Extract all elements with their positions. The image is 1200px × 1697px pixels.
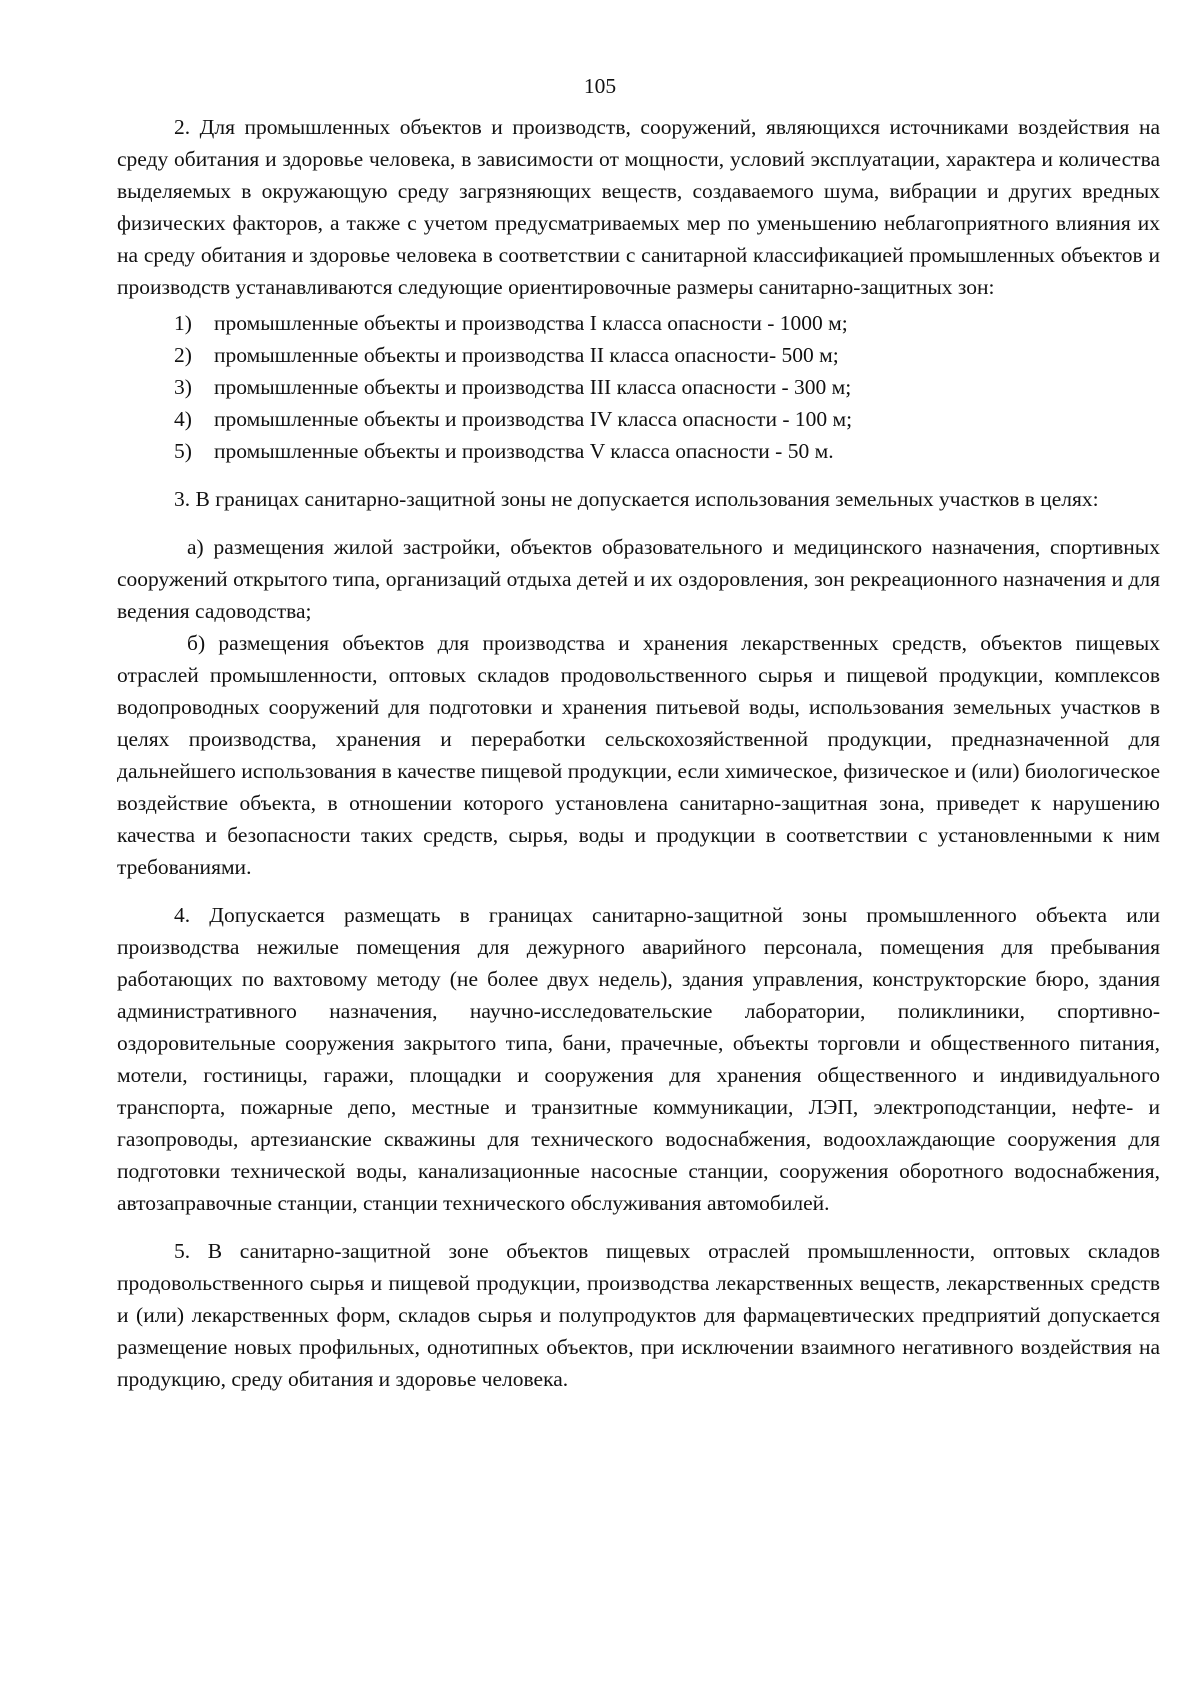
list-item: [117, 403, 1160, 435]
list-item: [117, 339, 1160, 371]
list-item-number: 4): [174, 407, 192, 431]
paragraph-3a: а) размещения жилой застройки, объектов образовательного и медицинского назначения, спортивных сооружений открытого типа, организаций отдыха детей и их оздоровления, зон рекреационного назначения и для ведения садоводства;: [117, 535, 1160, 623]
list-item-number: 1): [174, 311, 192, 335]
paragraph-4: 4. Допускается размещать в границах санитарно-защитной зоны промышленного объекта или производства нежилые помещения для дежурного аварийного персонала, помещения для пребывания работающих по вахтовому методу (не более двух недель), здания управления, конструкторские бюро, здания административного назначения, научно-исследовательские лаборатории, поликлиники, спортивно-оздоровительные сооружения закрытого типа, бани, прачечные, объекты торговли и общественного питания, мотели, гостиницы, гаражи, площадки и сооружения для хранения общественного и индивидуального транспорта, пожарные депо, местные и транзитные коммуникации, ЛЭП, электроподстанции, нефте- и газопроводы, артезианские скважины для технического водоснабжения, водоохлаждающие сооружения для подготовки технической воды, канализационные насосные станции, сооружения оборотного водоснабжения, автозаправочные станции, станции технического обслуживания автомобилей.: [117, 903, 1160, 1215]
list-item-number: 5): [174, 439, 192, 463]
list-item: [117, 435, 1160, 467]
list-item-text: промышленные объекты и производства I класса опасности - 1000 м;: [214, 311, 848, 335]
list-item: [117, 307, 1160, 339]
list-item-text: промышленные объекты и производства II класса опасности- 500 м;: [214, 343, 839, 367]
list-item-text: промышленные объекты и производства IV класса опасности - 100 м;: [214, 407, 853, 431]
paragraph-3b: б) размещения объектов для производства и хранения лекарственных средств, объектов пищевых отраслей промышленности, оптовых складов продовольственного сырья и пищевой продукции, комплексов водопроводных сооружений для подготовки и хранения питьевой воды, использования земельных участков в целях производства, хранения и переработки сельскохозяйственной продукции, предназначенной для дальнейшего использования в качестве пищевой продукции, если химическое, физическое и (или) биологическое воздействие объекта, в отношении которого установлена санитарно-защитная зона, приведет к нарушению качества и безопасности таких средств, сырья, воды и продукции в соответствии с установленными к ним требованиями.: [117, 631, 1160, 879]
list-item-number: 2): [174, 343, 192, 367]
hazard-class-list: [117, 307, 1160, 467]
paragraph-3: 3. В границах санитарно-защитной зоны не допускается использования земельных участков в целях:: [174, 487, 1099, 511]
document-body: [117, 111, 1160, 1395]
paragraph-2: 2. Для промышленных объектов и производств, сооружений, являющихся источниками воздействия на среду обитания и здоровье человека, в зависимости от мощности, условий эксплуатации, характера и количества выделяемых в окружающую среду загрязняющих веществ, создаваемого шума, вибрации и других вредных физических факторов, а также с учетом предусматриваемых мер по уменьшению неблагоприятного влияния их на среду обитания и здоровье человека в соответствии с санитарной классификацией промышленных объектов и производств устанавливаются следующие ориентировочные размеры санитарно-защитных зон:: [117, 115, 1160, 299]
list-item-text: промышленные объекты и производства V класса опасности - 50 м.: [214, 439, 834, 463]
paragraph-5: 5. В санитарно-защитной зоне объектов пищевых отраслей промышленности, оптовых складов продовольственного сырья и пищевой продукции, производства лекарственных веществ, лекарственных средств и (или) лекарственных форм, складов сырья и полупродуктов для фармацевтических предприятий допускается размещение новых профильных, однотипных объектов, при исключении взаимного негативного воздействия на продукцию, среду обитания и здоровье человека.: [117, 1239, 1160, 1391]
page-number: 105: [583, 74, 617, 98]
list-item-number: 3): [174, 375, 192, 399]
list-item-text: промышленные объекты и производства III класса опасности - 300 м;: [214, 375, 852, 399]
list-item: [117, 371, 1160, 403]
